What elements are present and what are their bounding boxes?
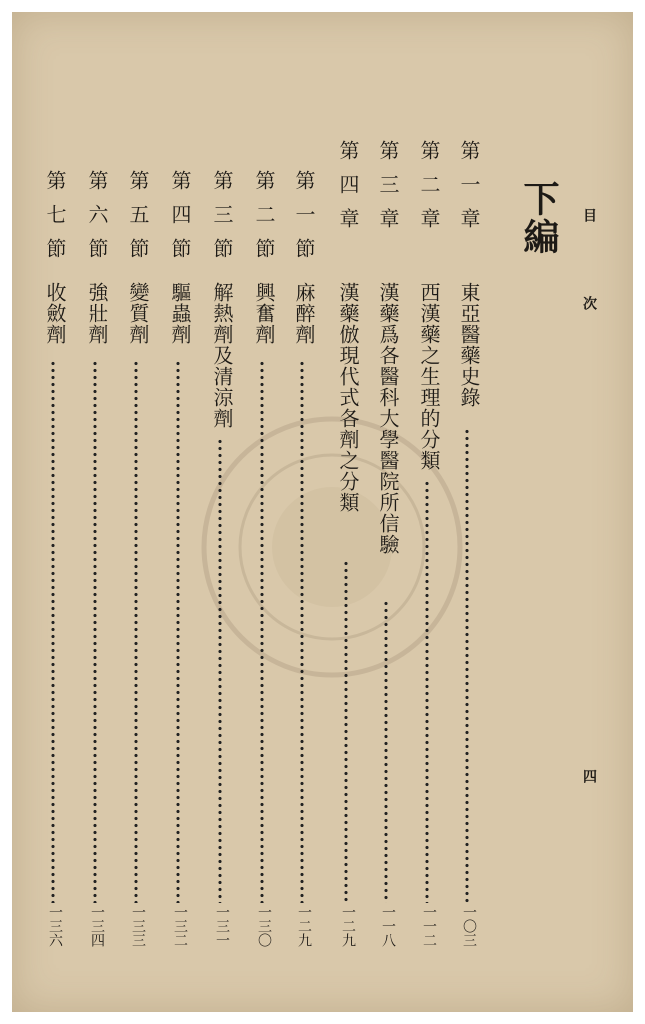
- toc-page: 一〇三: [461, 905, 477, 947]
- section-title: 下編: [518, 180, 560, 256]
- toc-leader-dots: [133, 360, 139, 903]
- page-number: 四: [581, 769, 597, 783]
- toc-page: 一三二: [172, 905, 188, 947]
- toc-title: 漢藥爲各醫科大學醫院所信驗: [376, 282, 400, 555]
- toc-page: 一三四: [89, 905, 105, 947]
- toc-entry-6: [248, 170, 278, 947]
- toc-chapter: 第六節: [85, 170, 109, 272]
- toc-page: 一三三: [130, 905, 146, 947]
- toc-chapter: 第二節: [252, 170, 276, 272]
- toc-entry-9: [122, 170, 152, 947]
- toc-entry-3: [372, 140, 402, 947]
- book-page: [12, 12, 633, 1012]
- toc-title: 麻醉劑: [292, 282, 316, 345]
- toc-leader-dots: [299, 360, 305, 903]
- toc-leader-dots: [50, 360, 56, 903]
- toc-entry-11: [39, 170, 69, 947]
- toc-title: 收斂劑: [43, 282, 67, 345]
- toc-chapter: 第一節: [292, 170, 316, 272]
- toc-chapter: 第三章: [376, 140, 400, 242]
- toc-leader-dots: [464, 428, 470, 903]
- toc-header-mu: 目: [581, 208, 597, 222]
- toc-title: 東亞醫藥史錄: [457, 282, 481, 408]
- toc-page: 一二九: [340, 905, 356, 947]
- toc-leader-dots: [92, 360, 98, 903]
- toc-title: 西漢藥之生理的分類: [417, 282, 441, 471]
- toc-title: 解熱劑及清涼劑: [210, 282, 234, 429]
- toc-title: 驅蟲劑: [168, 282, 192, 345]
- toc-page: 一一二: [421, 905, 437, 947]
- toc-leader-dots: [424, 480, 430, 903]
- toc-entry-2: [413, 140, 443, 947]
- toc-page: 一一八: [380, 905, 396, 947]
- toc-page: 一三六: [47, 905, 63, 947]
- toc-leader-dots: [217, 438, 223, 903]
- toc-chapter: 第四節: [168, 170, 192, 272]
- toc-chapter: 第一章: [457, 140, 481, 242]
- toc-entry-7: [206, 170, 236, 947]
- toc-chapter: 第四章: [336, 140, 360, 242]
- toc-entry-4: [332, 140, 362, 947]
- toc-page: 一三〇: [256, 905, 272, 947]
- toc-chapter: 第三節: [210, 170, 234, 272]
- toc-entry-1: [453, 140, 483, 947]
- toc-title: 漢藥倣現代式各劑之分類: [336, 282, 360, 513]
- toc-title: 興奮劑: [252, 282, 276, 345]
- toc-leader-dots: [259, 360, 265, 903]
- toc-entry-10: [81, 170, 111, 947]
- toc-entry-5: [288, 170, 318, 947]
- toc-chapter: 第二章: [417, 140, 441, 242]
- toc-header-ci: 次: [581, 296, 597, 310]
- toc-title: 強壯劑: [85, 282, 109, 345]
- toc-leader-dots: [383, 600, 389, 903]
- toc-leader-dots: [343, 560, 349, 903]
- toc-title: 變質劑: [126, 282, 150, 345]
- toc-leader-dots: [175, 360, 181, 903]
- toc-chapter: 第七節: [43, 170, 67, 272]
- toc-page: 一二九: [296, 905, 312, 947]
- toc-page: 一三一: [214, 905, 230, 947]
- toc-entry-8: [164, 170, 194, 947]
- toc-chapter: 第五節: [126, 170, 150, 272]
